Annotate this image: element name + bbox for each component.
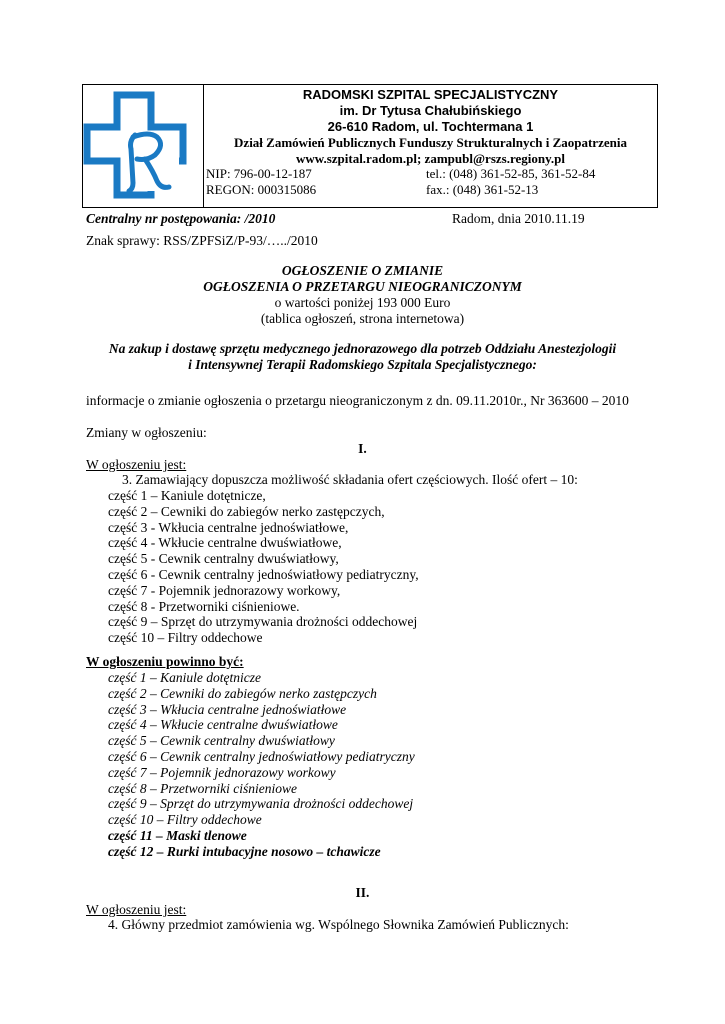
is-list-item: część 7 - Pojemnik jednorazowy workowy,: [108, 582, 341, 598]
subject-line-2: i Intensywnej Terapii Radomskiego Szpitala Specjalistycznego:: [188, 357, 537, 372]
org-regon: REGON: 000315086: [206, 182, 317, 197]
org-web-email: www.szpital.radom.pl; zampubl@rszs.regiony.pl: [296, 151, 565, 166]
org-patron: im. Dr Tytusa Chałubińskiego: [339, 103, 522, 118]
org-department: Dział Zamówień Publicznych Funduszy Strukturalnych i Zaopatrzenia: [234, 135, 627, 150]
cross-r-logo-icon: [83, 85, 203, 207]
should-list-item: część 6 – Cewnik centralny jednoświatłowy pediatryczny: [108, 749, 415, 764]
case-number: Centralny nr postępowania: /2010: [86, 211, 276, 226]
section-1-is-label: W ogłoszeniu jest:: [86, 457, 187, 472]
should-list-item: część 3 – Wkłucia centralne jednoświatłowe: [108, 701, 347, 717]
section-1-should-label: W ogłoszeniu powinno być:: [86, 654, 244, 669]
is-list-item: część 10 – Filtry oddechowe: [108, 630, 263, 646]
section-2-numeral: II.: [355, 885, 370, 900]
section-2-is-label: W ogłoszeniu jest:: [86, 902, 187, 917]
title-line-3: o wartości poniżej 193 000 Euro: [274, 295, 451, 310]
letterhead: [82, 84, 658, 208]
place-date: Radom, dnia 2010.11.19: [452, 211, 585, 226]
is-list-item: część 2 – Cewniki do zabiegów nerko zastępczych,: [108, 503, 385, 519]
is-list-item: część 1 – Kaniule dotętnicze,: [108, 488, 266, 503]
reference-number: Znak sprawy: RSS/ZPFSiZ/P-93/…../2010: [86, 233, 318, 248]
should-list-item: część 5 – Cewnik centralny dwuświatłowy: [108, 733, 335, 749]
subject-line-1: Na zakup i dostawę sprzętu medycznego jednorazowego dla potrzeb Oddziału Anestezjologii: [108, 341, 617, 356]
should-list-item-new: część 12 – Rurki intubacyjne nosowo – tchawicze: [108, 843, 381, 859]
is-list-item: część 8 - Przetworniki ciśnieniowe.: [108, 598, 300, 614]
should-list-item: część 10 – Filtry oddechowe: [108, 812, 262, 828]
should-list-item: część 2 – Cewniki do zabiegów nerko zastępczych: [108, 685, 377, 701]
is-list-item: część 6 - Cewnik centralny jednoświatłowy pediatryczny,: [108, 567, 419, 582]
should-list-item: część 1 – Kaniule dotętnicze: [108, 670, 261, 685]
change-info: informacje o zmianie ogłoszenia o przetargu nieograniczonym z dn. 09.11.2010r., Nr 363600 – 2010: [86, 393, 629, 408]
org-address: 26-610 Radom, ul. Tochtermana 1: [327, 119, 534, 134]
changes-label: Zmiany w ogłoszeniu:: [86, 425, 207, 440]
is-list-item: część 4 - Wkłucie centralne dwuświatłowe,: [108, 535, 342, 551]
org-nip: NIP: 796-00-12-187: [206, 166, 312, 181]
hospital-logo: [83, 85, 204, 207]
is-list-item: część 3 - Wkłucia centralne jednoświatłowe,: [108, 519, 349, 535]
section-1-intro: 3. Zamawiający dopuszcza możliwość składania ofert częściowych. Ilość ofert – 10:: [122, 472, 578, 487]
is-list-item: część 9 – Sprzęt do utrzymywania drożności oddechowej: [108, 614, 418, 630]
section-1-numeral: I.: [358, 441, 367, 456]
should-list-item-new: część 11 – Maski tlenowe: [108, 828, 247, 843]
should-list-item: część 7 – Pojemnik jednorazowy workowy: [108, 764, 336, 780]
title-line-4: (tablica ogłoszeń, strona internetowa): [260, 311, 465, 326]
should-list-item: część 9 – Sprzęt do utrzymywania drożności oddechowej: [108, 796, 414, 812]
org-name: RADOMSKI SZPITAL SPECJALISTYCZNY: [302, 87, 559, 102]
should-list-item: część 4 – Wkłucie centralne dwuświatłowe: [108, 717, 338, 733]
org-fax: fax.: (048) 361-52-13: [426, 182, 539, 197]
is-list-item: część 5 - Cewnik centralny dwuświatłowy,: [108, 551, 339, 567]
org-tel: tel.: (048) 361-52-85, 361-52-84: [426, 166, 596, 181]
title-line-1: OGŁOSZENIE O ZMIANIE: [281, 263, 444, 278]
title-line-2: OGŁOSZENIA O PRZETARGU NIEOGRANICZONYM: [203, 279, 522, 294]
section-2-item: 4. Główny przedmiot zamówienia wg. Wspólnego Słownika Zamówień Publicznych:: [108, 917, 569, 932]
should-list-item: część 8 – Przetworniki ciśnieniowe: [108, 780, 297, 796]
